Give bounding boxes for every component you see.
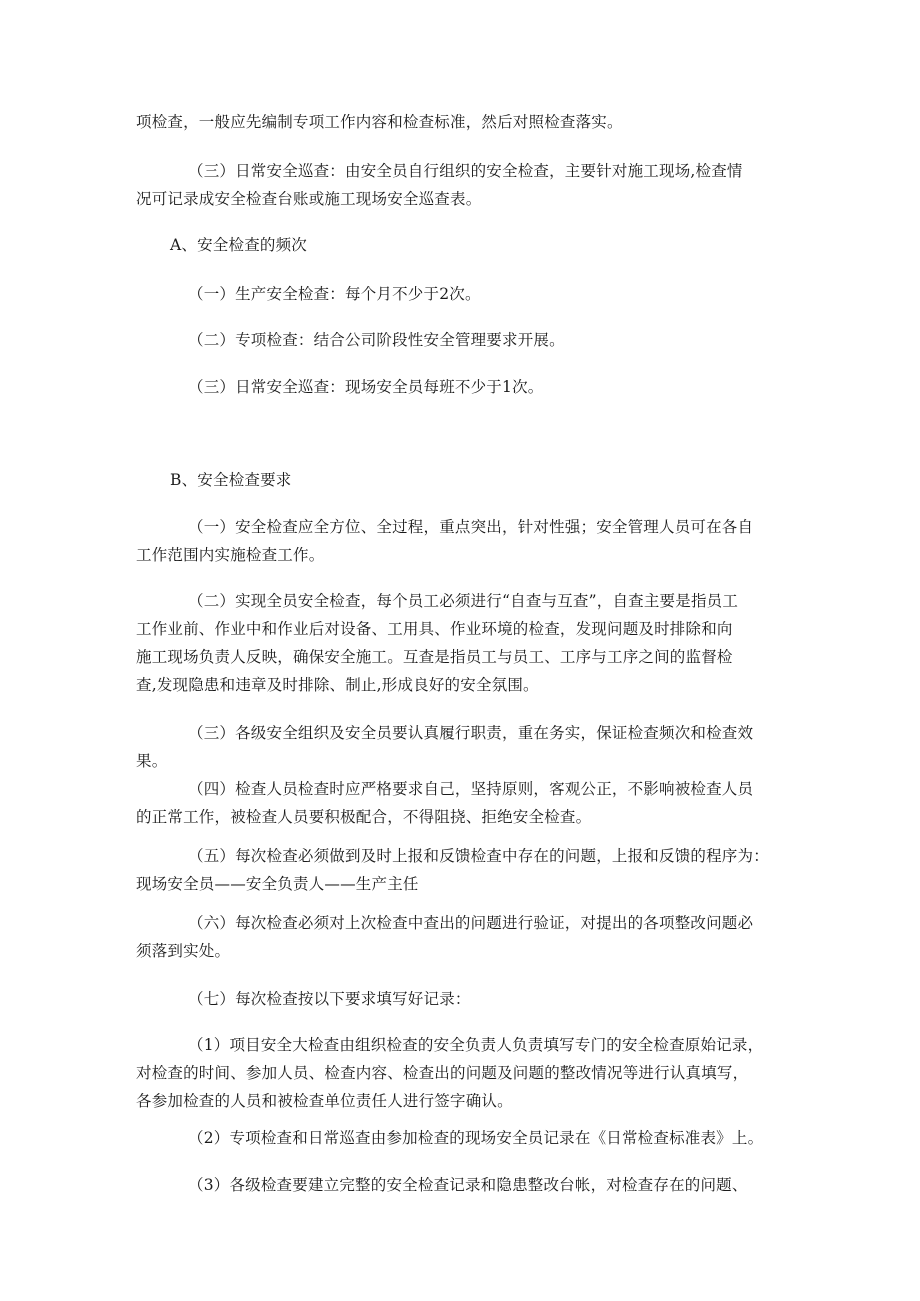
paragraph-9 [136, 587, 796, 699]
text-line: 查,发现隐患和违章及时排除、制止,形成良好的安全氛围。 [136, 676, 539, 694]
text-line: 况可记录成安全检查台账或施工现场安全巡查表。 [136, 190, 482, 208]
paragraph-6 [136, 373, 796, 401]
text-line: B、安全检查要求 [170, 471, 292, 489]
text-line: （2）专项检查和日常巡查由参加检查的现场安全员记录在《日常检查标准表》上。 [188, 1129, 764, 1147]
paragraph-10 [136, 719, 796, 775]
text-line: 须落到实处。 [136, 942, 231, 960]
text-line: A、安全检查的频次 [170, 236, 307, 254]
paragraph-2 [136, 157, 796, 213]
text-line: （一）生产安全检查：每个月不少于2次。 [188, 285, 481, 303]
section-heading-b [170, 466, 830, 494]
paragraph-1 [136, 108, 796, 136]
text-line: 工作业前、作业中和作业后对设备、工用具、作业环境的检查，发现问题及时排除和向 [136, 620, 733, 638]
paragraph-8 [136, 513, 796, 569]
text-line: （三）日常安全巡查：现场安全员每班不少于1次。 [188, 378, 544, 396]
paragraph-14 [136, 985, 796, 1013]
text-line: （二）专项检查：结合公司阶段性安全管理要求开展。 [188, 331, 565, 349]
text-line: （二）实现全员安全检查，每个员工必须进行“自查与互查”，自查主要是指员工 [188, 592, 739, 610]
text-line: （1）项目安全大检查由组织检查的安全负责人负责填写专门的安全检查原始记录， [188, 1036, 764, 1054]
section-heading-a [170, 231, 830, 259]
text-line: 施工现场负责人反映，确保安全施工。互查是指员工与员工、工序与工序之间的监督检 [136, 648, 733, 666]
text-line: 现场安全员——安全负责人——生产主任 [136, 875, 419, 893]
text-line: 对检查的时间、参加人员、检查内容、检查出的问题及问题的整改情况等进行认真填写， [136, 1064, 749, 1082]
text-line: （七）每次检查按以下要求填写好记录： [188, 990, 471, 1008]
text-line: 工作范围内实施检查工作。 [136, 546, 325, 564]
paragraph-5 [136, 326, 796, 354]
paragraph-12 [136, 842, 796, 898]
text-line: （三）各级安全组织及安全员要认真履行职责，重在务实，保证检查频次和检查效 [188, 724, 754, 742]
paragraph-15 [136, 1031, 796, 1115]
paragraph-17 [136, 1171, 796, 1199]
text-line: （3）各级检查要建立完整的安全检查记录和隐患整改台帐，对检查存在的问题、 [188, 1176, 748, 1194]
text-line: （四）检查人员检查时应严格要求自己，坚持原则，客观公正，不影响被检查人员 [188, 780, 754, 798]
text-line: （六）每次检查必须对上次检查中查出的问题进行验证，对提出的各项整改问题必 [188, 914, 754, 932]
paragraph-16 [136, 1124, 796, 1152]
paragraph-13 [136, 909, 796, 965]
paragraph-4 [136, 280, 796, 308]
paragraph-11 [136, 775, 796, 831]
text-line: 各参加检查的人员和被检查单位责任人进行签字确认。 [136, 1092, 513, 1110]
text-line: （五）每次检查必须做到及时上报和反馈检查中存在的问题，上报和反馈的程序为： [188, 847, 769, 865]
text-line: 果。 [136, 752, 168, 770]
text-line: （一）安全检查应全方位、全过程，重点突出，针对性强；安全管理人员可在各自 [188, 518, 754, 536]
text-line: 的正常工作，被检查人员要积极配合，不得阻挠、拒绝安全检查。 [136, 808, 592, 826]
text-line: 项检查，一般应先编制专项工作内容和检查标准，然后对照检查落实。 [136, 113, 623, 131]
text-line: （三）日常安全巡查：由安全员自行组织的安全检查，主要针对施工现场,检查情 [188, 162, 743, 180]
